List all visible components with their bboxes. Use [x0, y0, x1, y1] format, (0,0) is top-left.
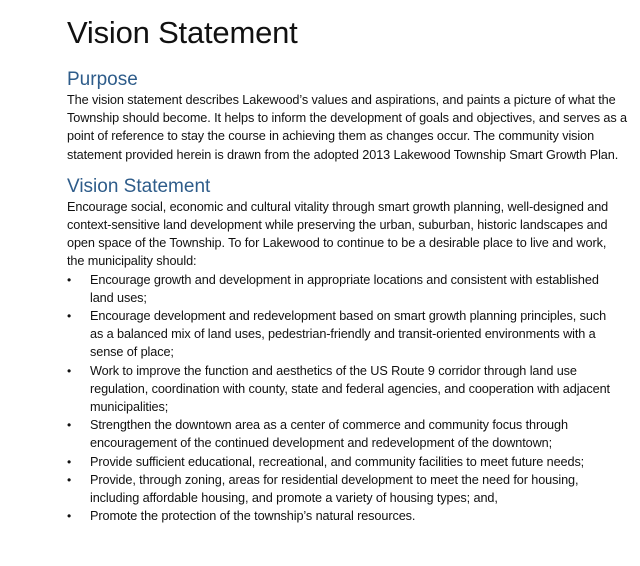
bullet-icon: • [67, 418, 72, 433]
list-item [67, 416, 620, 452]
list-item-text: Strengthen the downtown area as a center of commerce and community focus through encouragement of the continued development and redevelopment of the downtown; [90, 418, 568, 451]
bullet-icon: • [67, 309, 72, 324]
bullet-icon: • [67, 472, 72, 487]
list-item [67, 307, 620, 362]
list-item-text: Promote the protection of the township’s natural resources. [90, 509, 416, 524]
section-heading-vision-statement: Vision Statement [67, 175, 211, 197]
bullet-icon: • [67, 363, 72, 378]
vision-bullet-list [67, 271, 620, 526]
list-item [67, 362, 620, 417]
list-item-text: Encourage growth and development in appropriate locations and consistent with established land uses; [90, 272, 599, 305]
list-item [67, 507, 620, 525]
list-item-text: Provide sufficient educational, recreational, and community facilities to meet future needs; [90, 454, 585, 469]
page-title: Vision Statement [67, 15, 298, 50]
list-item [67, 471, 620, 507]
purpose-paragraph: The vision statement describes Lakewood’s values and aspirations, and paints a picture of what the Township should become. It helps to inform the development of goals and objectives, and serves as a point of reference to stay the course in achieving them as changes occur. The community vision statement provided herein is drawn from the adopted 2013 Lakewood Township Smart Growth Plan. [67, 93, 627, 162]
list-item-text: Encourage development and redevelopment based on smart growth planning principles, such as a balanced mix of land uses, pedestrian-friendly and transit-oriented environments with a sense of place; [90, 309, 607, 360]
list-item [67, 453, 620, 471]
bullet-icon: • [67, 454, 72, 469]
bullet-icon: • [67, 509, 72, 524]
list-item-text: Provide, through zoning, areas for residential development to meet the need for housing, including affordable housing, and promote a variety of housing types; and, [90, 472, 579, 506]
bullet-icon: • [67, 272, 72, 287]
list-item-text: Work to improve the function and aesthetics of the US Route 9 corridor through land use regulation, coordination with county, state and federal agencies, and cooperation with adjacent municipalities; [90, 363, 610, 415]
list-item [67, 271, 620, 307]
vision-paragraph: Encourage social, economic and cultural vitality through smart growth planning, well-designed and context-sensitive land development while preserving the urban, suburban, historic landscapes and open space of the Township. To for Lakewood to continue to be a desirable place to live and work, the municipality should: [67, 199, 609, 269]
section-heading-purpose: Purpose [67, 69, 138, 90]
